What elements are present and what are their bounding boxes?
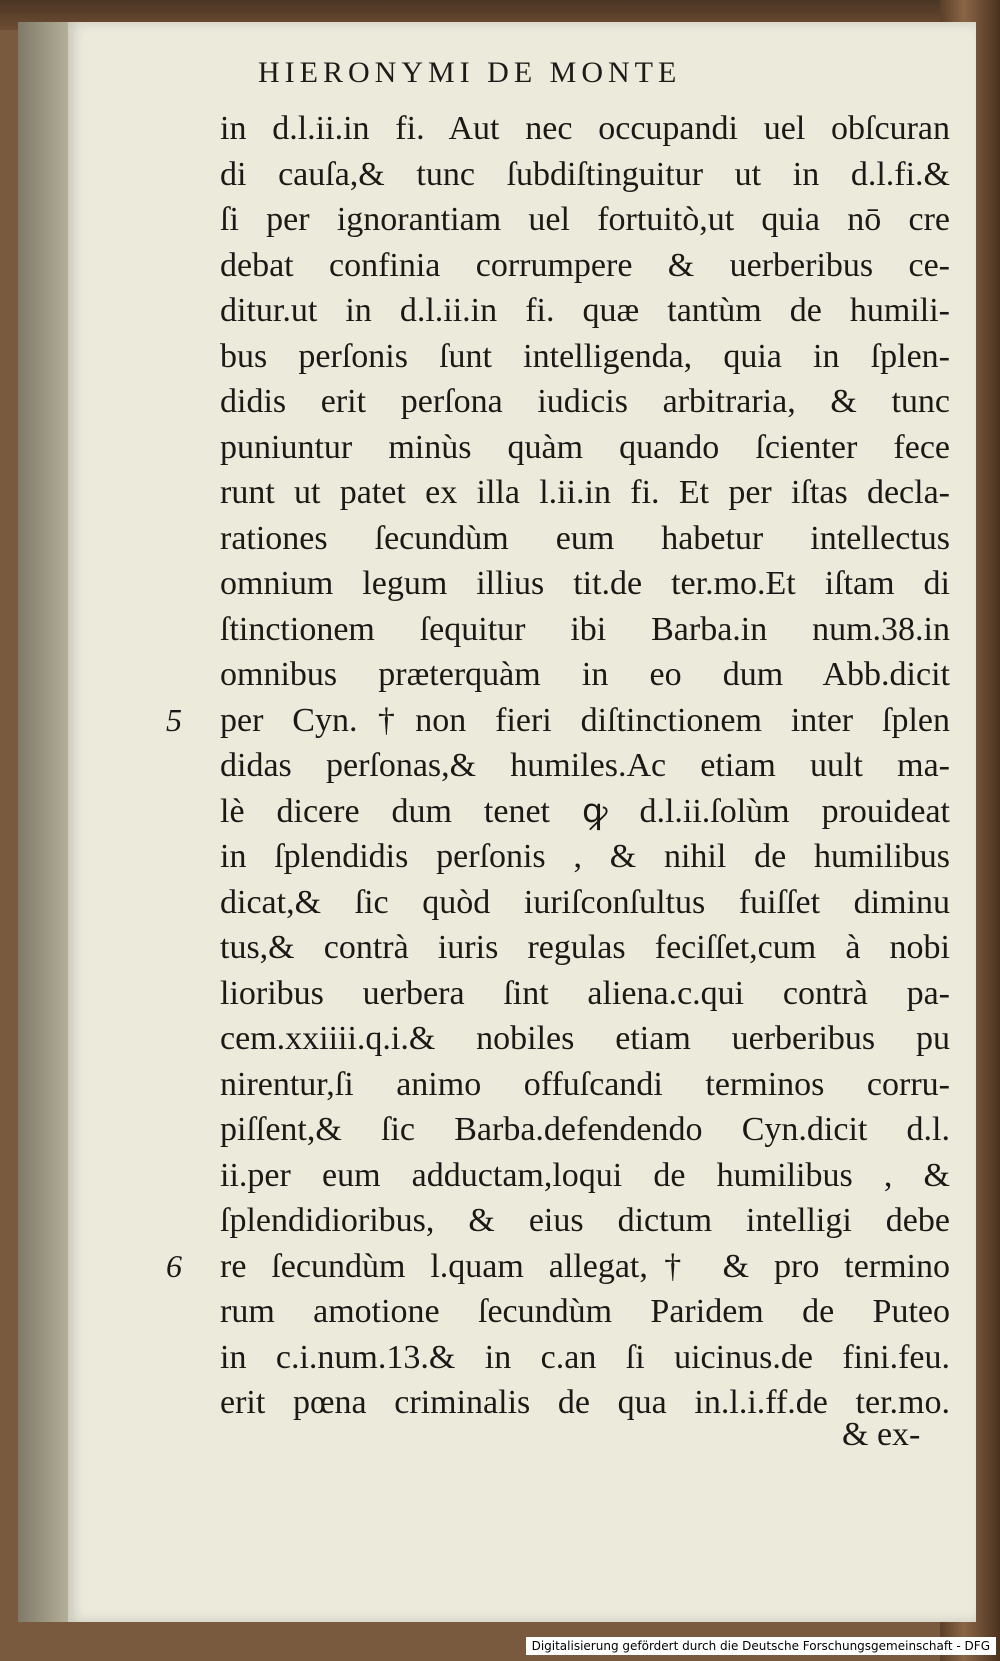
text-line: di cauſa,& tunc ſubdiſtinguitur ut in d.l.fi.&	[220, 155, 950, 193]
text-line: ſtinctionem ſequitur ibi Barba.in num.38.in	[220, 610, 950, 648]
margin-number: 6	[166, 1247, 182, 1284]
margin-number: 5	[166, 701, 182, 738]
text-line: omnium legum illius tit.de ter.mo.Et iſtam di	[220, 565, 950, 602]
running-title: HIERONYMI DE MONTE	[258, 56, 682, 89]
text-line: lioribus uerbera ſint aliena.c.qui contrà pa-	[220, 974, 950, 1012]
text-line: puniuntur minùs quàm quando ſcienter fece	[220, 428, 950, 466]
text-line: erit pœna criminalis de qua in.l.i.ff.de ter.mo.	[220, 1384, 950, 1421]
text-line: ſi per ignorantiam uel fortuitò,ut quia nō cre	[220, 201, 950, 238]
text-line: rum amotione ſecundùm Paridem de Puteo	[220, 1293, 950, 1330]
text-line: lè dicere dum tenet ꝙ d.l.ii.ſolùm prouideat	[220, 792, 950, 830]
text-line: piſſent,& ſic Barba.defendendo Cyn.dicit d.l.	[220, 1111, 950, 1148]
text-line: omnibus præterquàm in eo dum Abb.dicit	[220, 656, 950, 693]
text-line: ſplendidioribus, & eius dictum intelligi debe	[220, 1202, 950, 1239]
text-line: bus perſonis ſunt intelligenda, quia in ſplen-	[220, 337, 950, 375]
catchword: & ex-	[842, 1416, 921, 1453]
text-line: per Cyn.†non fieri diſtinctionem inter ſplen	[220, 701, 950, 739]
text-line: in c.i.num.13.& in c.an ſi uicinus.de fini.feu.	[220, 1338, 950, 1376]
text-line: nirentur,ſi animo offuſcandi terminos corru-	[220, 1065, 950, 1103]
text-line: cem.xxiiii.q.i.& nobiles etiam uerberibus pu	[220, 1020, 950, 1057]
text-line: in d.l.ii.in fi. Aut nec occupandi uel obſcuran	[220, 110, 950, 147]
digitization-credit: Digitalisierung gefördert durch die Deutsche Forschungsgemeinschaft - DFG	[526, 1637, 996, 1655]
text-line: debat confinia corrumpere & uerberibus ce-	[220, 246, 950, 284]
text-line: didas perſonas,& humiles.Ac etiam uult ma-	[220, 747, 950, 784]
text-line: runt ut patet ex illa l.ii.in fi. Et per iſtas decla-	[220, 474, 950, 511]
body-text	[220, 106, 950, 1426]
text-line: re ſecundùm l.quam allegat,† & pro termino	[220, 1247, 950, 1285]
text-line: in ſplendidis perſonis , & nihil de humilibus	[220, 838, 950, 875]
text-line: didis erit perſona iudicis arbitraria, & tunc	[220, 383, 950, 420]
text-line: ii.per eum adductam,loqui de humilibus , &	[220, 1156, 950, 1194]
text-line: ditur.ut in d.l.ii.in fi. quæ tantùm de humili-	[220, 292, 950, 329]
text-line: rationes ſecundùm eum habetur intellectus	[220, 519, 950, 557]
text-line: tus,& contrà iuris regulas feciſſet,cum à nobi	[220, 929, 950, 966]
text-line: dicat,& ſic quòd iuriſconſultus fuiſſet diminu	[220, 883, 950, 921]
